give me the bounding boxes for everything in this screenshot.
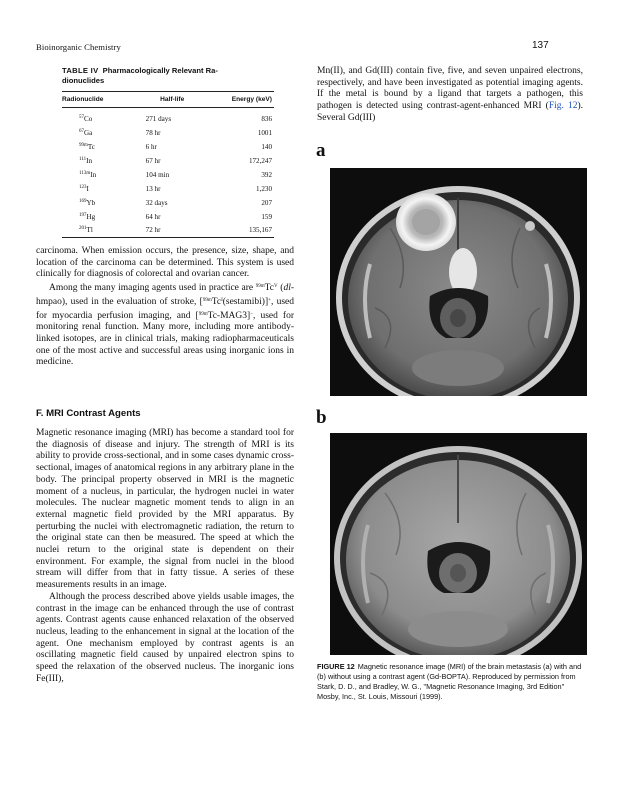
table-row <box>62 154 274 168</box>
mri-scan-with-contrast <box>330 168 587 396</box>
cell-radionuclide: $^{57}$Co <box>79 114 93 123</box>
figure-12-link[interactable]: Fig. 12 <box>548 101 578 112</box>
table-row <box>62 108 274 126</box>
cell-half-life: 64 hr <box>145 212 161 221</box>
table-row <box>62 210 274 224</box>
table-label: TABLE IV <box>62 66 99 75</box>
cell-radionuclide: $^{111}$In <box>79 156 93 165</box>
cell-radionuclide: $^{123}$I <box>79 184 89 193</box>
cell-radionuclide: $^{201}$Tl <box>79 226 93 235</box>
section-heading-mri: F. MRI Contrast Agents <box>36 408 141 419</box>
paragraph-imaging-agents: Among the many imaging agents used in practice are $^{99m}Tc^V$ (dl-hmpao), used in the evaluation of stroke, $[^{99m}Tc^I(sestamibi)]^+$, used for myocardia perfusion imaging, and [$^{99m}$Tc-MAG3]−, used for monitoring renal function. Many more, including more antibody-linked isotopes, are in clinical trials, making radiopharmaceuticals one of the most active and successful areas using inorganic ions in medicine. <box>36 283 294 368</box>
table-row <box>62 196 274 210</box>
page-number: 137 <box>532 40 549 51</box>
cell-half-life: 72 hr <box>145 226 161 235</box>
panel-label-a: a <box>316 140 326 161</box>
cell-half-life: 6 hr <box>145 142 157 151</box>
cell-radionuclide: $^{113m}$In <box>79 170 97 179</box>
cell-half-life: 271 days <box>145 114 172 123</box>
body-text-upper <box>36 246 294 369</box>
mri-scan-without-contrast <box>330 433 587 655</box>
table-row <box>62 168 274 182</box>
cell-energy: 135,167 <box>248 226 272 235</box>
cell-half-life: 78 hr <box>145 128 161 137</box>
mri-image-a <box>330 168 587 396</box>
cell-energy: 207 <box>261 198 272 207</box>
figure-caption <box>317 662 585 702</box>
cell-radionuclide: $^{99m}$Tc <box>79 142 95 151</box>
paragraph-contrast: Although the process described above yields usable images, the contrast in the image can be enhanced through the use of contrast agents. Contrast agents cause enhanced relaxation of the observed nucleus, leading to the enhancement in signal at the location of the agent. One mechanism employed by contrast agents is an oscillating magnetic field caused by unpaired electron spins to speed the relaxation of the observed nucleus. The inorganic ions Fe(III), <box>36 591 294 684</box>
cell-radionuclide: $^{169}$Yb <box>79 198 96 207</box>
cell-half-life: 67 hr <box>145 156 161 165</box>
cell-energy: 172,247 <box>248 156 272 165</box>
caption-text: Magnetic resonance image (MRI) of the brain metastasis (a) with and (b) without using a contrast agent (Gd-BOPTA). Reproduced by permission from Stark, D. D., and Bradley, W. G., "Magnetic Resonance Imaging, 3rd Edition" Mosby, Inc., St. Louis, Missouri (1999). <box>317 662 582 701</box>
cell-half-life: 13 hr <box>145 184 161 193</box>
table-title: TABLE IV Pharmacologically Relevant Ra- dionuclides <box>62 66 218 85</box>
table-row <box>62 126 274 140</box>
table-row <box>62 224 274 238</box>
paragraph-mri: Magnetic resonance imaging (MRI) has become a standard tool for the diagnosis of disease and injury. The strength of MRI is its ability to provide cross-sectional, and in some cases dynamic cross-sectional, images of anatomical regions in any arbitrary plane in the body. The principal property observed in MRI is the magnetic moment of a nucleus, in particular, the hydrogen nuclei in water molecules. The nuclear magnetic moment tends to align in an external magnetic field provided by the MRI apparatus. By perturbing the nuclei with electromagnetic radiation, the return to the original state can then be measured. The speed at which the nuclei return to the original state is dependent on their environment. For example, the signal from nuclei in the blood stream will differ from that in fatty tissue. A series of these measurements results in an image. <box>36 428 294 591</box>
cell-energy: 1,230 <box>256 184 272 193</box>
col-header-radionuclide: Radionuclide <box>62 96 104 103</box>
cell-half-life: 104 min <box>145 170 170 179</box>
cell-energy: 1001 <box>257 128 272 137</box>
running-head: Bioinorganic Chemistry <box>36 42 121 52</box>
cell-energy: 159 <box>261 212 272 221</box>
body-text-lower <box>36 428 294 685</box>
cell-energy: 392 <box>261 170 272 179</box>
table-header-row <box>62 92 274 108</box>
mri-image-b <box>330 433 587 655</box>
cell-radionuclide: $^{197}$Hg <box>79 212 96 221</box>
paragraph-gd: Mn(II), and Gd(III) contain five, five, and seven unpaired electrons, respectively, and have been investigated as potential imaging agents. If the metal is bound by a ligand that targets a pathogen, this pathogen is detected using contrast-agent-enhanced MRI (Fig. 12). Several Gd(III) <box>317 66 583 123</box>
table-row <box>62 140 274 154</box>
col-header-half-life: Half-life <box>160 96 185 103</box>
cell-half-life: 32 days <box>145 198 168 207</box>
cell-radionuclide: $^{67}$Ga <box>79 128 93 137</box>
cell-energy: 836 <box>261 114 272 123</box>
table-row <box>62 182 274 196</box>
panel-label-b: b <box>316 407 327 428</box>
table-grid <box>62 91 274 238</box>
radionuclide-table <box>62 66 274 238</box>
caption-label: FIGURE 12 <box>317 662 355 671</box>
col-header-energy: Energy (keV) <box>231 96 272 103</box>
cell-energy: 140 <box>261 142 272 151</box>
paragraph-carcinoma: carcinoma. When emission occurs, the presence, size, shape, and location of the carcinoma can be determined. This system is used clinically for diagnosis of colorectal and ovarian cancer. <box>36 246 294 280</box>
body-text-right <box>317 66 583 125</box>
